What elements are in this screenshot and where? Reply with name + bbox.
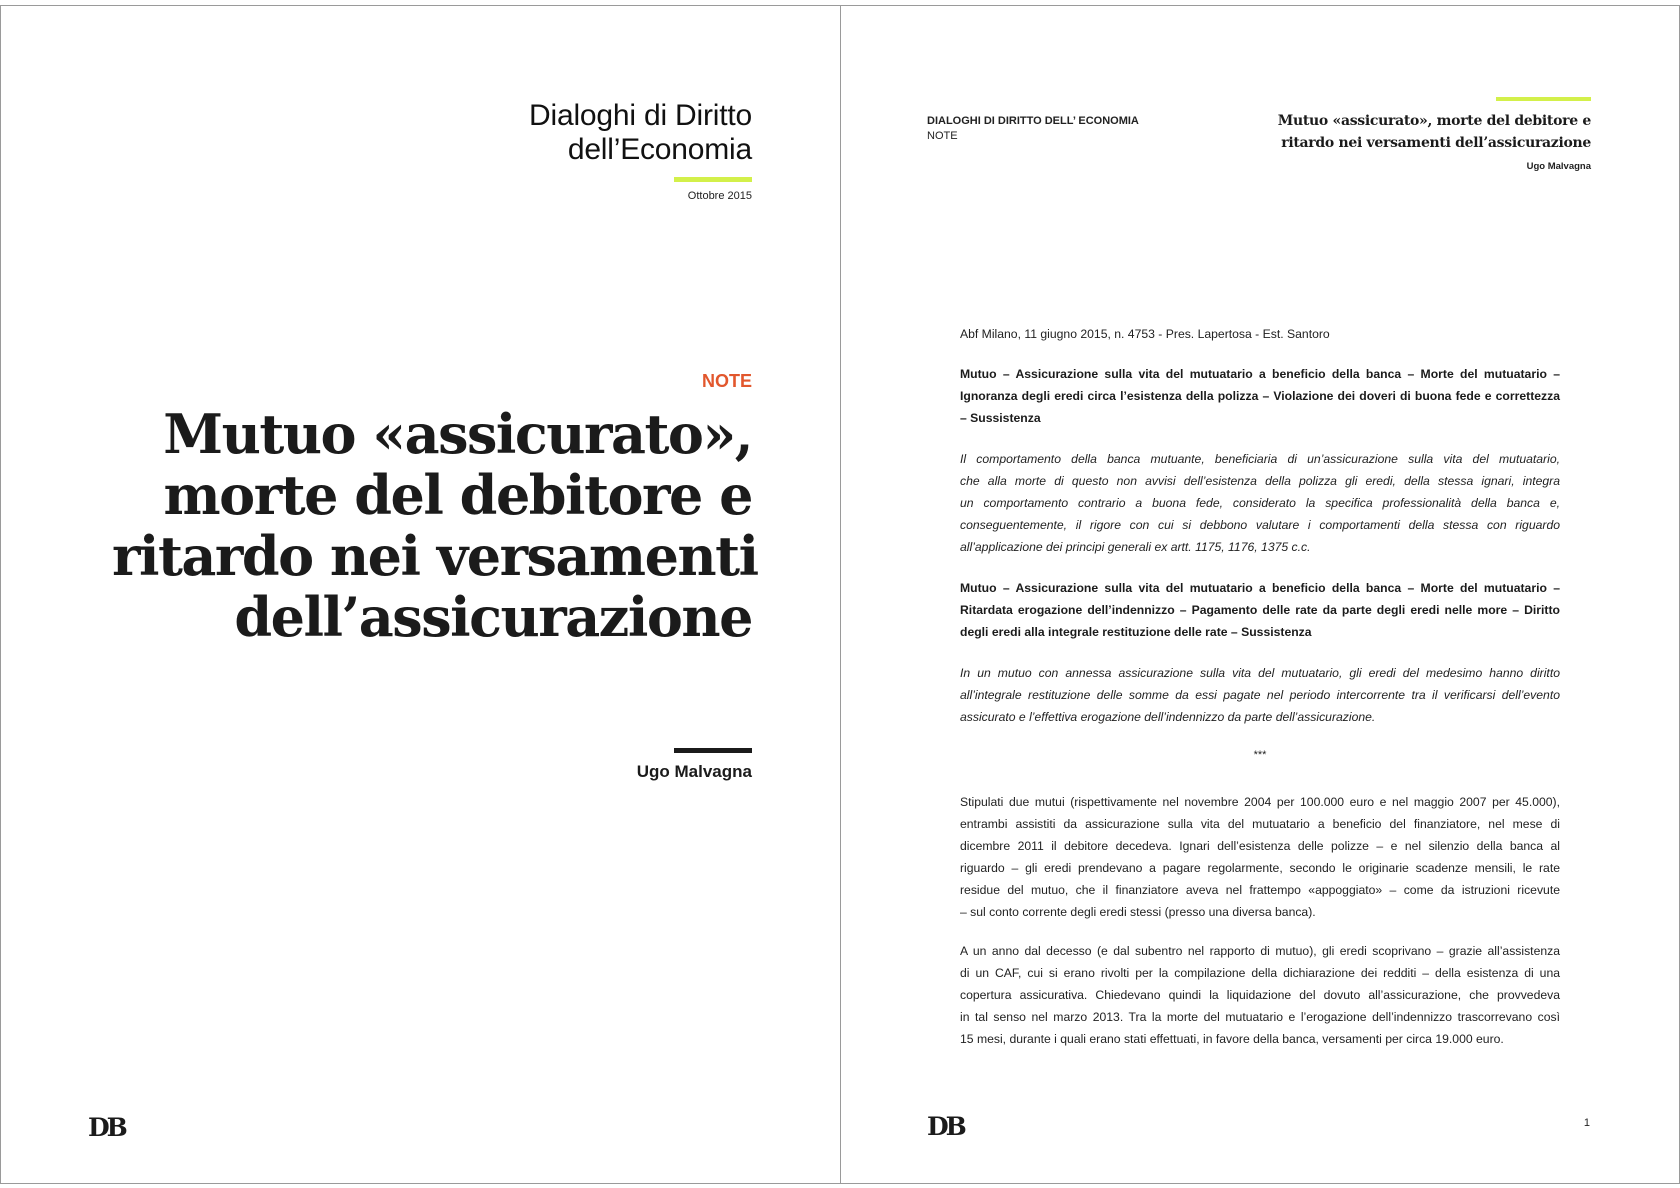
massima-text-line: assicurato e l’effettiva erogazione dell’indennizzo da parte dell’assicurazione. [960, 710, 1376, 724]
massima-2-text [960, 662, 1560, 728]
paragraph-line: riguardo – gli eredi prendevano a pagare regolarmente, secondo le originarie scadenze mensili, le rate [960, 861, 1560, 875]
paragraph-line: 15 mesi, durante i quali erano stati effettuati, in favore della banca, versamenti per circa 19.000 euro. [960, 1032, 1504, 1046]
db-logo: DB [927, 1112, 964, 1141]
running-title [1261, 110, 1591, 154]
massima-1-text [960, 448, 1560, 558]
massima-2-heading [960, 577, 1560, 643]
headline-line: ritardo nei versamenti [112, 524, 758, 588]
massima-text-line: che alla morte di questo non avvisi dell’esistenza della polizza gli eredi, della stessa ignari, integra [960, 474, 1560, 488]
accent-rule [674, 177, 752, 182]
paragraph-line: copertura assicurativa. Chiedevano quindi la liquidazione del dovuto all’assicurazione, che provvedeva [960, 988, 1560, 1002]
article-headline [112, 402, 758, 649]
body-paragraph-2 [960, 940, 1560, 1050]
headline-line: dell’assicurazione [234, 585, 752, 649]
running-title-line: Mutuo «assicurato», morte del debitore e [1277, 113, 1591, 129]
article-page [840, 5, 1680, 1184]
massima-text-line: In un mutuo con annessa assicurazione sulla vita del mutuatario, gli eredi del medesimo hanno diritto [960, 666, 1560, 680]
author-rule [674, 748, 752, 753]
massima-text-line: all’integrale restituzione delle somme da essi pagate nel periodo intercorrente tra il verificarsi dell’evento [960, 688, 1560, 702]
headline-line: Mutuo «assicurato», [163, 402, 752, 466]
paragraph-line: Stipulati due mutui (rispettivamente nel novembre 2004 per 100.000 euro e nel maggio 2007 per 45.000), [960, 795, 1560, 809]
massima-text-line: conseguentemente, il rigore con cui si debbono valutare i comportamenti della stessa con riguardo [960, 518, 1560, 532]
running-author: Ugo Malvagna [1526, 161, 1591, 172]
paragraph-line: dicembre 2011 il debitore decedeva. Ignari dell’esistenza delle polizze – e nel silenzio della banca al [960, 839, 1560, 853]
journal-title-line: Dialoghi di Diritto [529, 99, 752, 132]
running-title-line: ritardo nei versamenti dell’assicurazione [1281, 135, 1591, 151]
journal-title [529, 99, 752, 167]
citation-line: Abf Milano, 11 giugno 2015, n. 4753 - Pres. Lapertosa - Est. Santoro [960, 327, 1330, 341]
paragraph-line: A un anno dal decesso (e dal subentro nel rapporto di mutuo), gli eredi scoprivano – grazie all’assistenza [960, 944, 1560, 958]
section-label: NOTE [701, 371, 752, 391]
cover-page [0, 5, 841, 1184]
section-separator: *** [1253, 749, 1267, 761]
massima-heading-line: Mutuo – Assicurazione sulla vita del mutuatario a beneficio della banca – Morte del mutuatario – [960, 581, 1560, 595]
massima-heading-line: degli eredi alla integrale restituzione delle rate – Sussistenza [960, 625, 1312, 639]
massima-heading-line: Mutuo – Assicurazione sulla vita del mutuatario a beneficio della banca – Morte del mutuatario – [960, 367, 1560, 381]
massima-text-line: un comportamento contrario a buona fede, considerato la specifica professionalità della banca e, [960, 496, 1560, 510]
db-logo: DB [88, 1113, 125, 1142]
paragraph-line: residue del mutuo, che il finanziatore aveva nel frattempo «appoggiato» – come da istruzioni ricevute [960, 883, 1560, 897]
headline-line: morte del debitore e [163, 463, 752, 527]
page-number: 1 [1583, 1117, 1590, 1129]
paragraph-line: – sul conto corrente degli eredi stessi (presso una diversa banca). [960, 905, 1316, 919]
massima-heading-line: – Sussistenza [960, 411, 1041, 425]
massima-1-heading [960, 363, 1560, 429]
massima-heading-line: Ignoranza degli eredi circa l’esistenza della polizza – Violazione dei doveri di buona fede e correttezza [960, 389, 1560, 403]
massima-text-line: all’applicazione dei principi generali ex artt. 1175, 1176, 1375 c.c. [960, 540, 1311, 554]
accent-rule [1496, 97, 1591, 101]
body-paragraph-1 [960, 791, 1560, 923]
case-citation [960, 323, 1560, 345]
author-name: Ugo Malvagna [636, 762, 752, 781]
running-head [927, 114, 1139, 144]
paragraph-line: in tal senso nel marzo 2013. Tra la morte del mutuatario e l’erogazione dell’indennizzo trascorrevano così [960, 1010, 1560, 1024]
massima-text-line: Il comportamento della banca mutuante, beneficiaria di un’assicurazione sulla vita del mutuatario, [960, 452, 1560, 466]
issue-date: Ottobre 2015 [687, 190, 752, 202]
running-head-journal: DIALOGHI DI DIRITTO DELL’ ECONOMIA [927, 115, 1139, 127]
running-head-section: NOTE [927, 130, 958, 142]
paragraph-line: entrambi assistiti da assicurazione sulla vita del mutuatario a beneficio del finanziatore, nel mese di [960, 817, 1560, 831]
journal-title-line: dell’Economia [567, 133, 752, 166]
paragraph-line: di un CAF, cui si erano rivolti per la compilazione della dichiarazione dei redditi – della esistenza di una [960, 966, 1560, 980]
massima-heading-line: Ritardata erogazione dell’indennizzo – Pagamento delle rate da parte degli eredi nelle more – Diritto [960, 603, 1560, 617]
